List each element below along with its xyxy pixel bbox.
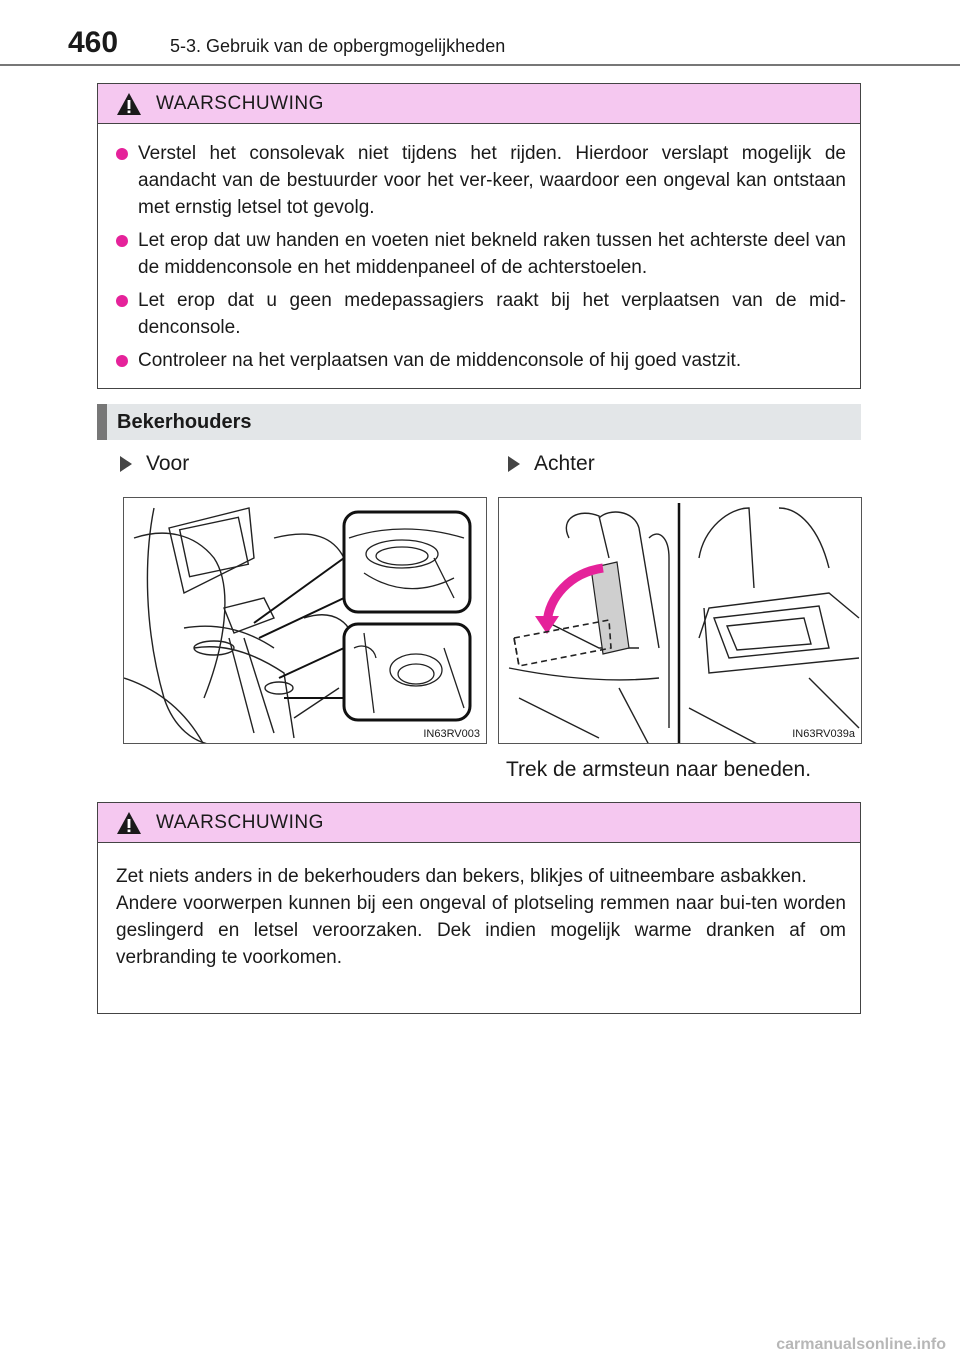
warning-item xyxy=(116,287,846,341)
warning-item xyxy=(116,140,846,221)
front-cupholder-illustration xyxy=(124,498,487,744)
warning-paragraph: Zet niets anders in de bekerhouders dan bekers, blikjes of uitneembare asbakken. xyxy=(116,866,807,887)
front-cupholder-figure xyxy=(123,497,487,744)
warning-body xyxy=(98,124,860,394)
warning-header xyxy=(98,84,860,124)
header-divider xyxy=(0,64,960,66)
warning-body xyxy=(98,843,860,985)
figure-code: IN63RV003 xyxy=(423,728,480,740)
figure-code: IN63RV039a xyxy=(792,728,855,740)
warning-box-cupholders xyxy=(97,802,861,1014)
front-label xyxy=(120,452,189,476)
rear-label-text: Achter xyxy=(534,452,595,475)
warning-label: WAARSCHUWING xyxy=(156,811,324,833)
warning-header xyxy=(98,803,860,843)
warning-triangle-icon xyxy=(116,92,142,116)
bullet-icon xyxy=(116,235,128,247)
warning-item-text: Controleer na het verplaatsen van de middenconsole of hij goed vastzit. xyxy=(138,350,742,371)
warning-item-text: Verstel het consolevak niet tijdens het rijden. Hierdoor verslapt mogelijk de aandacht van de bestuurder voor het ver-keer, waardoor een ongeval kan ontstaan met ernstig letsel tot gevolg. xyxy=(138,143,846,218)
arrow-right-icon xyxy=(508,456,520,472)
page-number: 460 xyxy=(68,26,119,59)
bullet-icon xyxy=(116,295,128,307)
rear-armrest-illustration xyxy=(499,498,862,744)
warning-item-text: Let erop dat u geen medepassagiers raakt bij het verplaatsen van de mid-denconsole. xyxy=(138,290,846,338)
rear-label xyxy=(508,452,595,476)
watermark: carmanualsonline.info xyxy=(776,1336,946,1353)
rear-caption: Trek de armsteun naar beneden. xyxy=(506,758,812,781)
section-heading: Bekerhouders xyxy=(97,404,861,440)
section-title: 5-3. Gebruik van de opbergmogelijkheden xyxy=(170,36,506,56)
page-header xyxy=(0,0,960,66)
bullet-icon xyxy=(116,355,128,367)
arrow-right-icon xyxy=(120,456,132,472)
front-label-text: Voor xyxy=(146,452,190,475)
warning-label: WAARSCHUWING xyxy=(156,92,324,114)
warning-box-console xyxy=(97,83,861,389)
rear-cupholder-figure xyxy=(498,497,862,744)
warning-item-text: Let erop dat uw handen en voeten niet bekneld raken tussen het achterste deel van de middenconsole en het middenpaneel of de achterstoelen. xyxy=(138,230,846,278)
warning-paragraph: Andere voorwerpen kunnen bij een ongeval of plotseling remmen naar bui-ten worden geslingerd en letsel veroorzaken. Dek indien mogelijk warme dranken af om verbranding te voorkomen. xyxy=(116,893,846,968)
warning-item xyxy=(116,347,846,374)
warning-triangle-icon xyxy=(116,811,142,835)
warning-item xyxy=(116,227,846,281)
bullet-icon xyxy=(116,148,128,160)
